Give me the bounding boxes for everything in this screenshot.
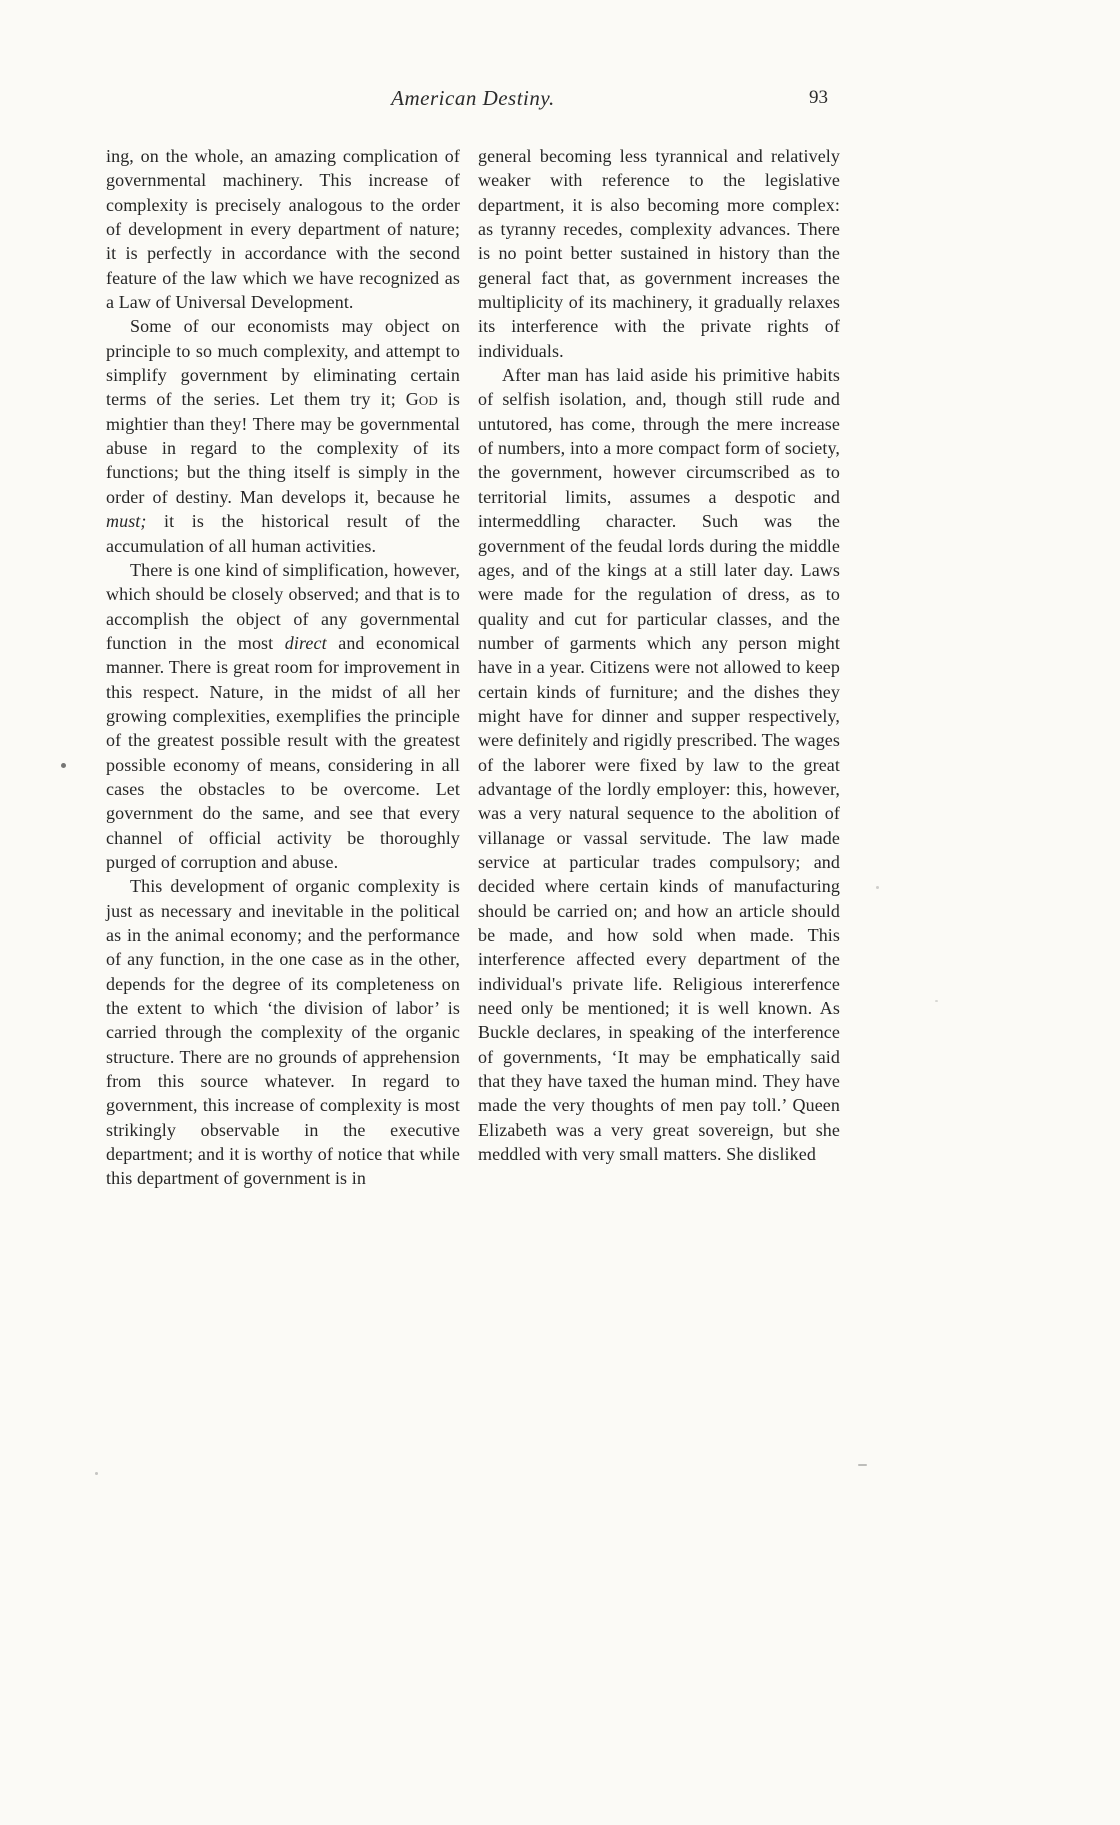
text-run: ing, on the whole, an amazing complication of governmental machinery. This increase of complexity is precisely analogous to the order of development in every department of nature; it is perfectly in accordance with the second feature of the law which we have recognized as a Law of Universal Development. <box>106 146 460 313</box>
text-run: is mightier than they! There may be governmental abuse in regard to the complexity of its functions; but the thing itself is simply in the order of destiny. Man develops it, because he <box>106 389 461 507</box>
text-run: After man has laid aside his primitive habits of selfish isolation, and, though still rude and untutored, has come, through the mere increase of numbers, into a more compact form of society, the government, however circumscribed as to territorial limits, assumes a despotic and intermeddling character. Such was the government of the feudal lords during the middle ages, and of the kings at a still later day. Laws were made for the regulation of dress, as to quality and cut for particular classes, and the number of garments which any person might have in a year. Citizens were not allowed to keep certain kinds of furniture; and the dishes they might have for dinner and supper respectively, were definitely and rigidly prescribed. The wages of the laborer were fixed by law to the great advantage of the lordly employer: this, however, was a very natural sequence to the abolition of villanage or vassal servitude. The law made service at particular trades compulsory; and decided where certain kinds of manufacturing should be carried on; and how an article should be made, and how sold when made. This interference affected every department of the individual's private life. Religious intererfence need only be mentioned; it is well known. As Buckle declares, in speaking of the interference of governments, ‘It may be emphatically said that they have taxed the human mind. They have made the very thoughts of men pay toll.’ Queen Elizabeth was a very great sovereign, but she meddled with very small matters. She disliked <box>478 365 840 1165</box>
paragraph <box>106 314 460 557</box>
text-column-right <box>478 144 840 1191</box>
scan-speck <box>95 1472 98 1475</box>
paragraph <box>478 363 840 1166</box>
text-run: and economical manner. There is great room for improvement in this respect. Nature, in the midst of all her growing complexities, exemplifies the principle of the greatest possible result with the greatest possible economy of means, considering in all cases the obstacles to be overcome. Let government do the same, and see that every channel of official activity be thoroughly purged of corruption and abuse. <box>106 632 460 872</box>
text-run: it is the historical result of the accumulation of all human activities. <box>106 511 460 556</box>
scan-speck <box>876 886 879 889</box>
page-header <box>106 86 840 118</box>
paragraph <box>478 144 840 363</box>
scan-speck <box>858 1464 867 1466</box>
paragraph <box>106 874 460 1190</box>
text-run: general becoming less tyrannical and relatively weaker with reference to the legislative department, it is also becoming more complex: as tyranny recedes, complexity advances. There is no point better sustained in history than the general fact that, as government increases the multiplicity of its machinery, it gradually relaxes its interference with the private rights of individuals. <box>478 146 840 361</box>
text-run: This development of organic complexity is just as necessary and inevitable in the political as in the animal economy; and the performance of any function, in the one case as in the other, depends for the degree of its completeness on the extent to which ‘the division of labor’ is carried through the complexity of the organic structure. There are no grounds of apprehension from this source whatever. In regard to government, this increase of complexity is most strikingly observable in the executive department; and it is worthy of notice that while this department of government is in <box>106 876 460 1189</box>
paragraph <box>106 144 460 314</box>
text-run: direct <box>284 632 327 653</box>
text-run: must; <box>106 511 147 532</box>
page-number: 93 <box>809 87 828 108</box>
book-page <box>106 86 840 1191</box>
running-title: American Destiny. <box>391 86 555 110</box>
text-column-left <box>106 144 460 1191</box>
text-columns <box>106 144 840 1191</box>
text-run: Some of our economists may object on principle to so much complexity, and attempt to simplify government by eliminating certain terms of the series. Let them try it; <box>106 316 460 410</box>
scan-speck <box>61 763 66 768</box>
paragraph <box>106 558 460 874</box>
text-run: There is one kind of simplification, however, which should be closely observed; and that is to accomplish the object of any governmental function in the most <box>106 559 460 653</box>
text-run: God <box>405 389 438 410</box>
scan-speck <box>935 1000 938 1002</box>
